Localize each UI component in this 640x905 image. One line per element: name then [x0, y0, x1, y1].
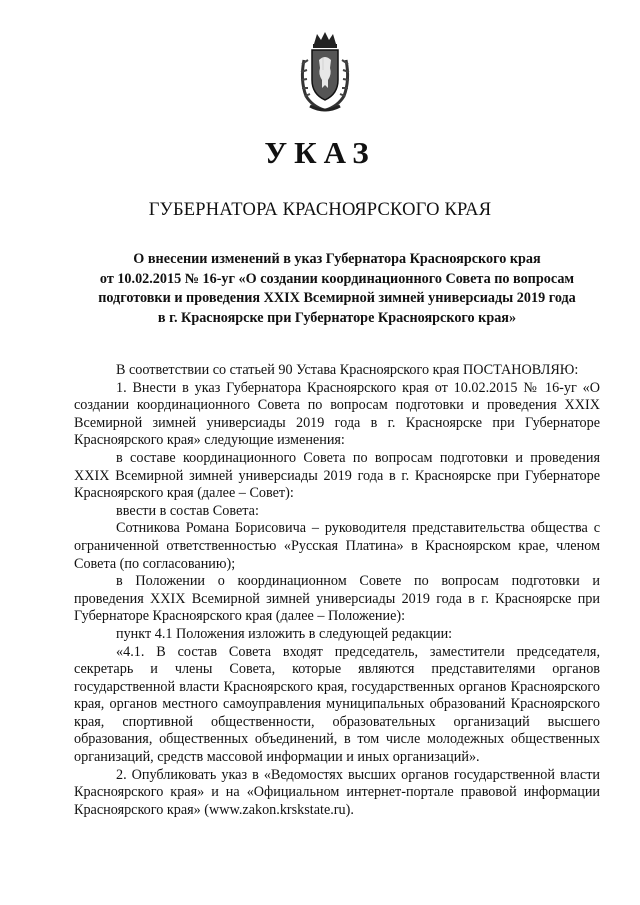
heading-line: в г. Красноярске при Губернаторе Красноярского края»: [157, 309, 517, 326]
paragraph-clause-text: «4.1. В состав Совета входят председатель, заместители председателя, секретарь и члены Совета, которые являются представителями органов государственной власти Красноярского края, государственных органов Красноярского края, органов местного самоуправления муниципальных образований Красноярского края, спортивной общественности, образовательных организаций высшего образования, общественных объединений, в том числе молодежных общественных организаций, средств массовой информации и иных организаций».: [74, 643, 600, 766]
document-heading: [72, 250, 602, 328]
paragraph-new-member: Сотникова Романа Борисовича – руководителя представительства общества с ограниченной ответственностью «Русская Платина» в Красноярском крае, членом Совета (по согласованию);: [74, 520, 600, 572]
document-title: УКАЗ: [264, 135, 376, 170]
paragraph-item-1: 1. Внести в указ Губернатора Красноярского края от 10.02.2015 № 16-уг «О создании координационного Совета по вопросам подготовки и проведения XXIX Всемирной зимней универсиады 2019 года в г. Красноярске при Губернаторе Красноярского края» следующие изменения:: [74, 379, 600, 449]
paragraph-clause: пункт 4.1 Положения изложить в следующей редакции:: [116, 625, 453, 642]
document-body: [74, 362, 600, 819]
paragraph-council-composition: в составе координационного Совета по вопросам подготовки и проведения XXIX Всемирной зимней универсиады 2019 года в г. Красноярске при Губернаторе Красноярского края (далее – Совет):: [74, 449, 600, 502]
heading-line: от 10.02.2015 № 16-уг «О создании координационного Совета по вопросам: [99, 270, 575, 287]
paragraph-regulation: в Положении о координационном Совете по вопросам подготовки и проведения XXIX Всемирной зимней универсиады 2019 года в г. Красноярске при Губернаторе Красноярского края (далее – Положение):: [74, 573, 600, 625]
paragraph-item-2: 2. Опубликовать указ в «Ведомостях высших органов государственной власти Красноярского края» и на «Официальном интернет-портале правовой информации Красноярского края» (www.zakon.krskstate.ru).: [74, 766, 600, 818]
paragraph-introduce: ввести в состав Совета:: [116, 502, 259, 519]
heading-line: подготовки и проведения XXIX Всемирной зимней универсиады 2019 года: [98, 290, 576, 306]
document-subtitle: ГУБЕРНАТОРА КРАСНОЯРСКОГО КРАЯ: [148, 200, 492, 220]
paragraph-preamble: В соответствии со статьей 90 Устава Красноярского края ПОСТАНОВЛЯЮ:: [116, 362, 579, 378]
heading-line: О внесении изменений в указ Губернатора Красноярского края: [133, 251, 541, 267]
coat-of-arms-icon: [298, 30, 352, 114]
